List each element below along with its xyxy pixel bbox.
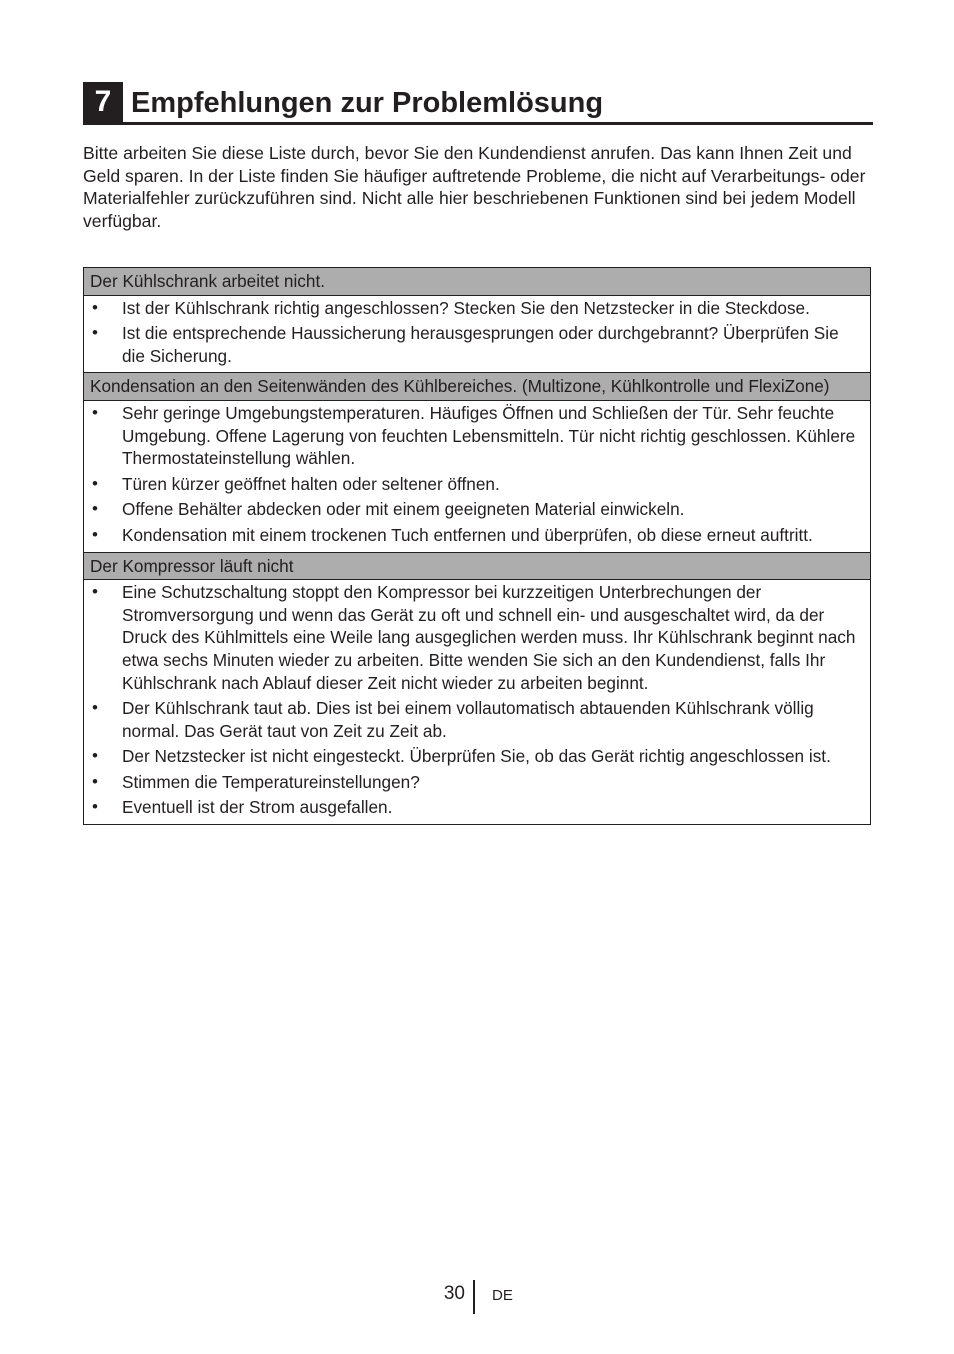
list-item: • Türen kürzer geöffnet halten oder seltener öffnen. (90, 473, 862, 496)
list-item: • Kondensation mit einem trockenen Tuch entfernen und überprüfen, ob diese erneut auftritt. (90, 524, 862, 547)
page-number: 30 (443, 1283, 465, 1304)
list-item: • Ist die entsprechende Haussicherung herausgesprungen oder durchgebrannt? Überprüfen Sie die Sicherung. (90, 322, 862, 367)
intro-paragraph: Bitte arbeiten Sie diese Liste durch, bevor Sie den Kundendienst anrufen. Das kann Ihnen Zeit und Geld sparen. In der Liste finden Sie häufiger auftretende Probleme, die nicht auf Verarbeitungs- oder Materialfehler zurückzuführen sind. Nicht alle hier beschriebenen Funktionen sind bei jedem Modell verfügbar. (83, 143, 866, 231)
page-footer (0, 1280, 954, 1316)
list-item: • Eine Schutzschaltung stoppt den Kompressor bei kurzzeitigen Unterbrechungen der Stromversorgung und wenn das Gerät zu oft und schnell ein- und ausgeschaltet wird, da der Druck des Kühlmittels eine Weile lang ausgeglichen werden muss. Ihr Kühlschrank beginnt nach etwa sechs Minuten wieder zu arbeiten. Bitte wenden Sie sich an den Kundendienst, falls Ihr Kühlschrank nach Ablauf dieser Zeit nicht wieder zu arbeiten beginnt. (90, 581, 862, 694)
language-code: DE (492, 1287, 513, 1304)
problem-header-compressor: Der Kompressor läuft nicht (84, 553, 870, 581)
chapter-number-badge: 7 (83, 82, 123, 122)
list-item: • Sehr geringe Umgebungstemperaturen. Häufiges Öffnen und Schließen der Tür. Sehr feuchte Umgebung. Offene Lagerung von feuchten Lebensmitteln. Tür nicht richtig geschlossen. Kühlere Thermostateinstellung wählen. (90, 402, 862, 470)
problem-header-condensation: Kondensation an den Seitenwänden des Kühlbereiches. (Multizone, Kühlkontrolle und FlexiZone) (84, 373, 870, 401)
solution-list-not-working (84, 296, 870, 374)
list-item: • Der Netzstecker ist nicht eingesteckt. Überprüfen Sie, ob das Gerät richtig angeschlossen ist. (90, 745, 862, 768)
solution-list-compressor (84, 580, 870, 824)
troubleshooting-table (83, 267, 871, 825)
footer-divider (473, 1280, 475, 1314)
list-item: • Offene Behälter abdecken oder mit einem geeigneten Material einwickeln. (90, 498, 862, 521)
list-item: • Eventuell ist der Strom ausgefallen. (90, 796, 862, 819)
section-heading (83, 82, 873, 125)
list-item: • Der Kühlschrank taut ab. Dies ist bei einem vollautomatisch abtauenden Kühlschrank völlig normal. Das Gerät taut von Zeit zu Zeit ab. (90, 697, 862, 742)
chapter-title: Empfehlungen zur Problemlösung (131, 87, 604, 119)
list-item: • Ist der Kühlschrank richtig angeschlossen? Stecken Sie den Netzstecker in die Steckdose. (90, 297, 862, 320)
solution-list-condensation (84, 401, 870, 553)
problem-header-not-working: Der Kühlschrank arbeitet nicht. (84, 268, 870, 296)
list-item: • Stimmen die Temperatureinstellungen? (90, 771, 862, 794)
